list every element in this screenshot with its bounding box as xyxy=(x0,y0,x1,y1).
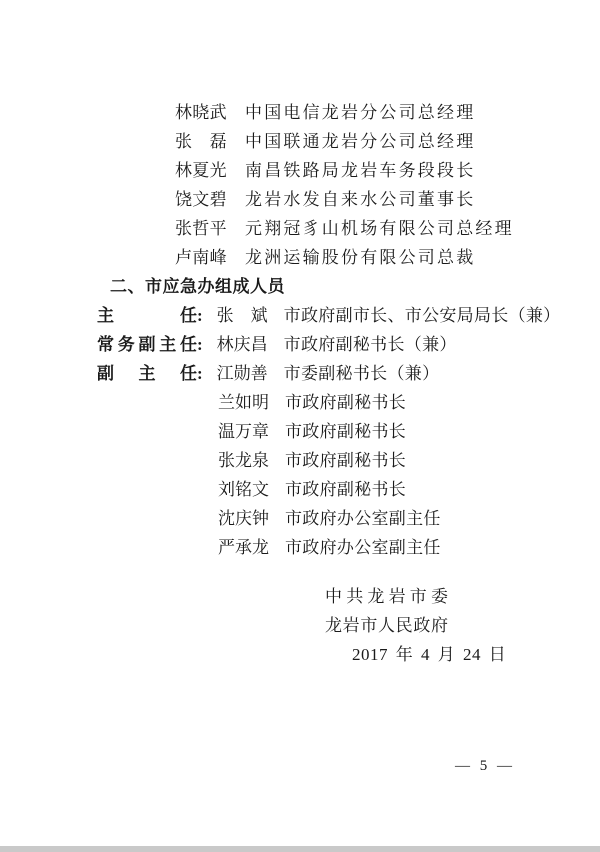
official-title: 市政府副秘书长（兼） xyxy=(283,335,457,354)
signature-org-1: 中共龙岩市委 xyxy=(325,587,448,606)
official-title: 南昌铁路局龙岩车务段段长 xyxy=(245,161,476,180)
roster-row xyxy=(0,127,600,156)
official-title: 市政府办公室副主任 xyxy=(285,509,441,528)
role-label-colon: : xyxy=(197,306,203,325)
roster-list xyxy=(0,98,600,272)
official-name: 张 斌 xyxy=(216,306,268,325)
official-title: 中国电信龙岩分公司总经理 xyxy=(245,103,476,122)
official-title: 龙岩水发自来水公司董事长 xyxy=(245,190,476,209)
official-name: 刘铭文 xyxy=(218,480,269,499)
signature-org-2: 龙岩市人民政府 xyxy=(325,616,448,635)
official-name: 江勋善 xyxy=(216,364,268,383)
role-row xyxy=(0,330,600,359)
official-title: 市政府办公室副主任 xyxy=(285,538,441,557)
member-row xyxy=(0,504,600,533)
member-row xyxy=(0,475,600,504)
official-name: 张 磊 xyxy=(175,132,227,151)
member-row xyxy=(0,533,600,562)
official-name: 温万章 xyxy=(218,422,269,441)
role-label: 主任 xyxy=(97,306,197,325)
section-heading: 二、市应急办组成人员 xyxy=(110,277,285,296)
official-title: 中国联通龙岩分公司总经理 xyxy=(245,132,476,151)
official-name: 卢南峰 xyxy=(175,248,227,267)
official-name: 饶文碧 xyxy=(175,190,227,209)
official-name: 张龙泉 xyxy=(218,451,269,470)
member-row xyxy=(0,388,600,417)
official-title: 市政府副秘书长 xyxy=(285,451,407,470)
official-title: 市政府副秘书长 xyxy=(285,480,407,499)
member-row xyxy=(0,417,600,446)
role-list xyxy=(0,301,600,388)
roster-row xyxy=(0,243,600,272)
role-label-colon: : xyxy=(197,335,203,354)
official-name: 张哲平 xyxy=(175,219,227,238)
role-label: 副主任 xyxy=(97,364,197,383)
role-label: 常务副主任 xyxy=(97,335,197,354)
official-title: 元翔冠豸山机场有限公司总经理 xyxy=(245,219,514,238)
official-name: 林庆昌 xyxy=(216,335,268,354)
roster-row xyxy=(0,156,600,185)
page-number: — 5 — xyxy=(455,758,513,774)
official-title: 龙洲运输股份有限公司总裁 xyxy=(245,248,476,267)
role-row xyxy=(0,301,600,330)
role-label-colon: : xyxy=(197,364,203,383)
roster-row xyxy=(0,185,600,214)
official-title: 市政府副秘书长 xyxy=(285,422,407,441)
official-title: 市委副秘书长（兼） xyxy=(283,364,440,383)
signature-block xyxy=(325,582,448,640)
role-row xyxy=(0,359,600,388)
signature-date: 2017 年 4 月 24 日 xyxy=(352,645,507,664)
official-name: 沈庆钟 xyxy=(218,509,269,528)
official-name: 严承龙 xyxy=(218,538,269,557)
roster-row xyxy=(0,98,600,127)
official-name: 林夏光 xyxy=(175,161,227,180)
member-row xyxy=(0,446,600,475)
member-list xyxy=(0,388,600,562)
scan-edge-artifact xyxy=(0,846,600,852)
official-title: 市政府副市长、市公安局局长（兼） xyxy=(283,306,561,325)
roster-row xyxy=(0,214,600,243)
official-title: 市政府副秘书长 xyxy=(285,393,407,412)
official-name: 兰如明 xyxy=(218,393,269,412)
official-name: 林晓武 xyxy=(175,103,227,122)
